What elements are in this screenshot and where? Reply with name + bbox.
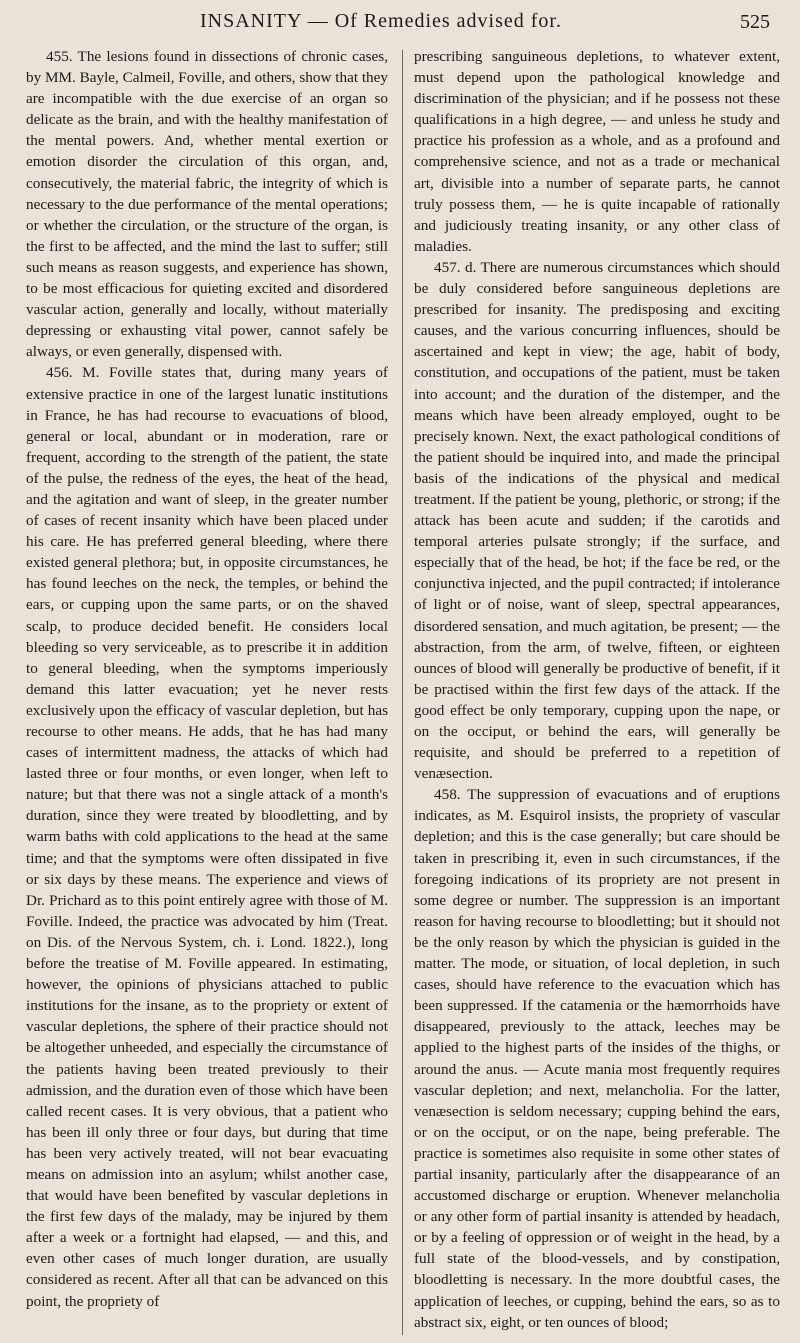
- right-column: [414, 46, 780, 1333]
- paragraph-458: 458. The suppression of evacuations and of eruptions indicates, as M. Esquirol insists, the propriety of vascular depletion; and this is the case generally; but care should be taken in prescribing it, even in such circumstances, if the foregoing indications of its propriety are not present in some degree or number. The suppression is an important reason for having recourse to bloodletting; but it should not be the only reason by which the physician is guided in the matter. The mode, or situation, of local depletion, in such cases, should have reference to the evacuation which has been suppressed. If the catamenia or the hæmorrhoids have disappeared, previously to the attack, leeches may be applied to the highest parts of the insides of the thighs, or around the anus. — Acute mania most frequently requires vascular depletion; and next, melancholia. For the latter, venæsection is seldom necessary; cupping behind the ears, or on the occiput, or on the nape, being preferable. The practice is sometimes also requisite in some other states of partial insanity, particularly after the disappearance of an accustomed discharge or eruption. Whenever melancholia or any other form of partial insanity is attended by headach, or by a feeling of oppression or of weight in the head, by a full state of the blood-vessels, and by constipation, bloodletting is necessary. In the more doubtful cases, the application of leeches, or cupping, behind the ears, so as to abstract six, eight, or ten ounces of blood;: [414, 786, 780, 1331]
- paragraph-456: 456. M. Foville states that, during many years of extensive practice in one of the largest lunatic institutions in France, he has had recourse to evacuations of blood, general or local, abundant or in moderation, rare or frequent, according to the strength of the patient, the state of the pulse, the redness of the eyes, the heat of the head, and the agitation and want of sleep, in the greater number of cases of recent insanity which have been placed under his care. He has preferred general bleeding, where there existed general plethora; but, in opposite circumstances, he has found leeches on the neck, the temples, or behind the ears, or cupping upon the same parts, or on the shaved scalp, to produce decided benefit. He considers local bleeding so very serviceable, as to prescribe it in addition to general bleeding, when the symptoms imperiously demand this latter evacuation; yet he never rests exclusively upon the efficacy of vascular depletion, but has recourse to other means. He adds, that he has had many cases of intermittent madness, the attacks of which had lasted three or four months, or even longer, when left to nature; but that there was not a single attack of a month's duration, since they were treated by bloodletting, and by warm baths with cold applications to the head at the same time; and that the symptoms were often dissipated in five or six days by these means. The experience and views of Dr. Prichard as to this point entirely agree with those of M. Foville. Indeed, the practice was advocated by him (Treat. on Dis. of the Nervous System, ch. i. Lond. 1822.), long before the treatise of M. Foville appeared. In estimating, however, the opinions of physicians attached to public institutions for the insane, as to the propriety or extent of vascular depletions, the sphere of their practice should not be altogether unheeded, and especially the circumstance of the patients having been treated previously to their admission, and the duration even of those which have been called recent cases. It is very obvious, that a patient who has been ill only three or four days, but during that time has been very actively treated, will not bear evacuating means on admission into an asylum; whilst another case, that would have been benefited by vascular depletions in the first few days of the malady, may be injured by them after a week or a fortnight had elapsed, — and this, and even other cases of much longer duration, are usually considered as recent. After all that can be advanced on this point, the propriety of: [26, 364, 388, 1310]
- paragraph-455: 455. The lesions found in dissections of chronic cases, by MM. Bayle, Calmeil, Foville, and others, show that they are incompatible with the due exercise of an organ so delicate as the brain, and with the healthy manifestation of the mental powers. And, whether mental exertion or emotion disorder the circulation of this organ, and, consecutively, the material fabric, the integrity of which is necessary to the due performance of the mental operations; or whether the circulation, or the structure of the organ, is the first to be affected, and the mind the last to suffer; still such means as reason suggests, and experience has shown, to be most efficacious for quieting excited and disordered vascular action, generally and locally, without materially depressing or exhausting vital power, cannot safely be always, or even generally, dispensed with.: [26, 48, 388, 361]
- left-column: [26, 46, 388, 1312]
- paragraph-456-continued: prescribing sanguineous depletions, to whatever extent, must depend upon the pathological knowledge and discrimination of the physician; and if he possess not these qualifications in a high degree, — and unless he study and practice his profession as a whole, and as a profound and comprehensive science, and not as a trade or mechanical art, divisible into a number of separate parts, he cannot truly possess them, — he is quite incapable of rationally and judiciously treating insanity, or any other class of maladies.: [414, 48, 780, 255]
- running-title: INSANITY — Of Remedies advised for.: [200, 10, 562, 32]
- page-number: 525: [740, 11, 770, 33]
- page-header: [0, 8, 800, 38]
- paragraph-457: 457. d. There are numerous circumstances which should be duly considered before sanguineous depletions are prescribed for insanity. The predisposing and exciting causes, and the various concurring influences, should be ascertained and kept in view; the age, habit of body, constitution, and occupations of the patient, must be taken into account; and the duration of the distemper, and the means which have been already employed, ought to be precisely known. Next, the exact pathological conditions of the patient should be inquired into, and made the principal basis of the indications of the physical and medical treatment. If the patient be young, plethoric, or strong; if the attack has been acute and sudden; if the carotids and temporal arteries pulsate strongly; if the surface, and especially that of the head, be hot; if the face be red, or the conjunctiva injected, and the pupil contracted; if intolerance of light or of noise, want of sleep, spectral appearances, disordered sensation, and much agitation, be present; — the abstraction, from the arm, of twelve, fifteen, or eighteen ounces of blood will generally be productive of benefit, if it be practised within the first few days of the attack. If the good effect be only temporary, cupping upon the nape, or on the occiput, or behind the ears, will generally be requisite, and should be preferred to a repetition of venæsection.: [414, 258, 780, 783]
- column-divider: [402, 50, 403, 1335]
